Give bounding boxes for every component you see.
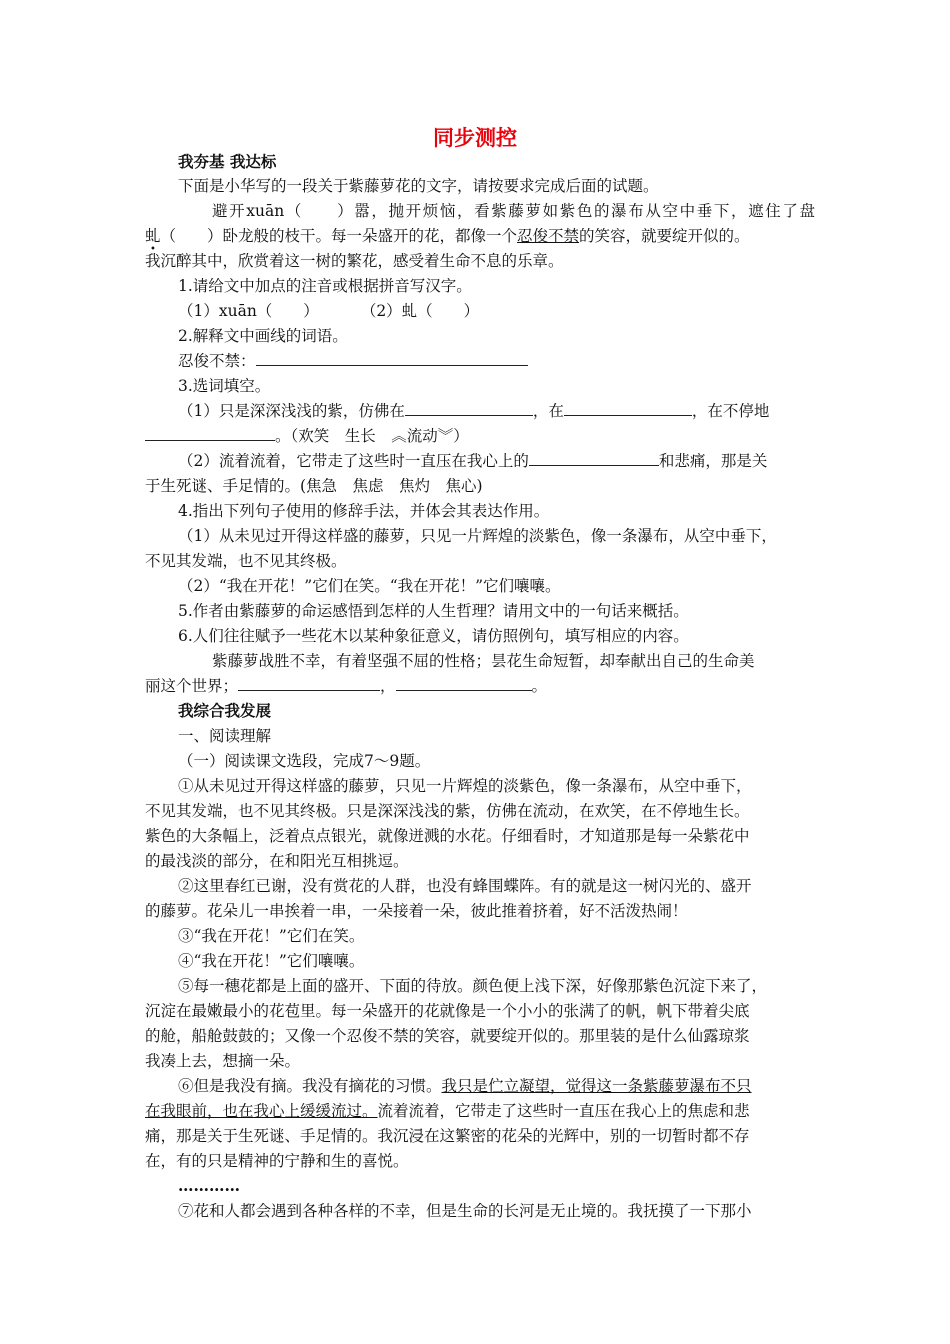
- question-3-part-1: [178, 401, 848, 421]
- passage-line: 避开xuān（ ）嚣，抛开烦恼，看紫藤萝如紫色的瀑布从空中垂下，遮住了盘: [212, 202, 815, 220]
- paragraph-6-line: [178, 1076, 848, 1096]
- paragraph-6-line: [145, 1101, 815, 1121]
- question-4-item-2: （2）“我在开花！”它们在笑。“我在开花！”它们嚷嚷。: [178, 577, 561, 595]
- paragraph-text: ⑥但是我没有摘。我没有摘花的习惯。: [178, 1077, 442, 1095]
- answer-blank[interactable]: [529, 451, 659, 466]
- sub-heading: （一）阅读课文选段，完成7～9题。: [178, 752, 431, 770]
- question-6-example: 紫藤萝战胜不幸，有着坚强不屈的性格；昙花生命短暂，却奉献出自己的生命美: [212, 652, 755, 670]
- underlined-sentence: 在我眼前，也在我心上缓缓流过。: [145, 1102, 378, 1120]
- paragraph-6-line: 痛，那是关于生死谜、手足情的。我沉浸在这繁密的花朵的光辉中，别的一切暂时都不存: [145, 1127, 750, 1145]
- paragraph-2-line: ②这里春红已谢，没有赏花的人群，也没有蜂围蝶阵。有的就是这一树闪光的、盛开: [178, 877, 752, 895]
- word-options: 。（欢笑 生长 ︽流动︾）: [275, 427, 469, 445]
- underlined-sentence: 我只是伫立凝望，觉得这一条紫藤萝瀑布不只: [441, 1077, 752, 1095]
- question-3-part-1-cont: [145, 426, 815, 446]
- question-1-items: [178, 301, 848, 321]
- question-6-answer: [145, 676, 815, 696]
- answer-blank[interactable]: [405, 401, 533, 416]
- answer-blank[interactable]: [256, 351, 528, 366]
- ellipsis: …………: [178, 1176, 240, 1195]
- answer-blank[interactable]: [145, 426, 275, 441]
- page-title: 同步测控: [433, 126, 517, 150]
- question-text: （1）只是深深浅浅的紫，仿佛在: [178, 402, 405, 420]
- question-text: ，在: [532, 402, 564, 420]
- answer-blank[interactable]: [238, 676, 380, 691]
- question-text: （2）流着流着，它带走了这些时一直压在我心上的: [178, 452, 529, 470]
- question-text: ，: [380, 677, 396, 695]
- question-1-item-a: （1）xuān（ ）: [178, 302, 319, 320]
- question-text: ，在不停地: [691, 402, 770, 420]
- paragraph-4: ④“我在开花！”它们嚷嚷。: [178, 952, 365, 970]
- paragraph-5-line: 沉淀在最嫩最小的花苞里。每一朵盛开的花就像是一个小小的张满了的帆，帆下带着尖底: [145, 1002, 750, 1020]
- paragraph-5-line: ⑤每一穗花都是上面的盛开、下面的待放。颜色便上浅下深，好像那紫色沉淀下来了，: [178, 977, 768, 995]
- paragraph-1-line: ①从未见过开得这样盛的藤萝，只见一片辉煌的淡紫色，像一条瀑布，从空中垂下，: [178, 777, 752, 795]
- question-6: 6.人们往往赋予一些花木以某种象征意义，请仿照例句，填写相应的内容。: [178, 627, 689, 645]
- question-text: 。: [531, 677, 548, 695]
- section-heading-comprehensive: 我综合我发展: [178, 702, 272, 720]
- question-2-label: 忍俊不禁：: [178, 352, 256, 370]
- paragraph-5-line: 的舱，船舱鼓鼓的；又像一个忍俊不禁的笑容，就要绽开似的。那里装的是什么仙露琼浆: [145, 1027, 750, 1045]
- question-4-item-1: （1）从未见过开得这样盛的藤萝，只见一片辉煌的淡紫色，像一条瀑布，从空中垂下，: [178, 527, 777, 545]
- question-1: 1.请给文中加点的注音或根据拼音写汉字。: [178, 277, 472, 295]
- question-text: 丽这个世界；: [145, 677, 239, 695]
- passage-line: [145, 226, 815, 246]
- question-2: 2.解释文中画线的词语。: [178, 327, 348, 345]
- question-4-item-1-cont: 不见其发端，也不见其终极。: [145, 552, 347, 570]
- part-heading: 一、阅读理解: [178, 727, 272, 745]
- answer-blank[interactable]: [396, 676, 532, 691]
- section-heading-basic: 我夯基 我达标: [178, 153, 277, 171]
- question-5: 5.作者由紫藤萝的命运感悟到怎样的人生哲理？请用文中的一句话来概括。: [178, 602, 689, 620]
- paragraph-text: 流着流着，它带走了这些时一直压在我心上的焦虑和悲: [377, 1102, 750, 1120]
- question-3-part-2: [178, 451, 848, 471]
- dotted-char: 虬: [145, 227, 161, 245]
- question-4: 4.指出下列句子使用的修辞手法，并体会其表达作用。: [178, 502, 550, 520]
- paragraph-5-line: 我凑上去，想摘一朵。: [145, 1052, 301, 1070]
- paragraph-1-line: 的最浅淡的部分，在和阳光互相挑逗。: [145, 852, 409, 870]
- question-1-item-b: （2）虬（ ）: [360, 302, 480, 320]
- question-3-part-2-cont: 于生死谜、手足情的。(焦急 焦虑 焦灼 焦心): [145, 477, 483, 495]
- paragraph-1-line: 不见其发端，也不见其终极。只是深深浅浅的紫，仿佛在流动，在欢笑，在不停地生长。: [145, 802, 750, 820]
- underlined-word: 忍俊不禁: [517, 227, 580, 245]
- paragraph-6-line: 在，有的只是精神的宁静和生的喜悦。: [145, 1152, 409, 1170]
- question-3: 3.选词填空。: [178, 377, 271, 395]
- question-text: 和悲痛，那是关: [658, 452, 768, 470]
- paragraph-1-line: 紫色的大条幅上，泛着点点银光，就像迸溅的水花。仔细看时，才知道那是每一朵紫花中: [145, 827, 750, 845]
- paragraph-2-line: 的藤萝。花朵儿一串挨着一串，一朵接着一朵，彼此推着挤着，好不活泼热闹！: [145, 902, 688, 920]
- paragraph-3: ③“我在开花！”它们在笑。: [178, 927, 365, 945]
- passage-text: 的笑容，就要绽开似的。: [579, 227, 750, 245]
- passage-line: 我沉醉其中，欣赏着这一树的繁花，感受着生命不息的乐章。: [145, 252, 564, 270]
- answer-blank[interactable]: [564, 401, 692, 416]
- passage-text: （ ）卧龙般的枝干。每一朵盛开的花，都像一个: [160, 227, 518, 245]
- question-2-answer: [178, 351, 848, 371]
- intro-text: 下面是小华写的一段关于紫藤萝花的文字，请按要求完成后面的试题。: [178, 177, 659, 195]
- paragraph-7-line: ⑦花和人都会遇到各种各样的不幸，但是生命的长河是无止境的。我抚摸了一下那小: [178, 1202, 752, 1220]
